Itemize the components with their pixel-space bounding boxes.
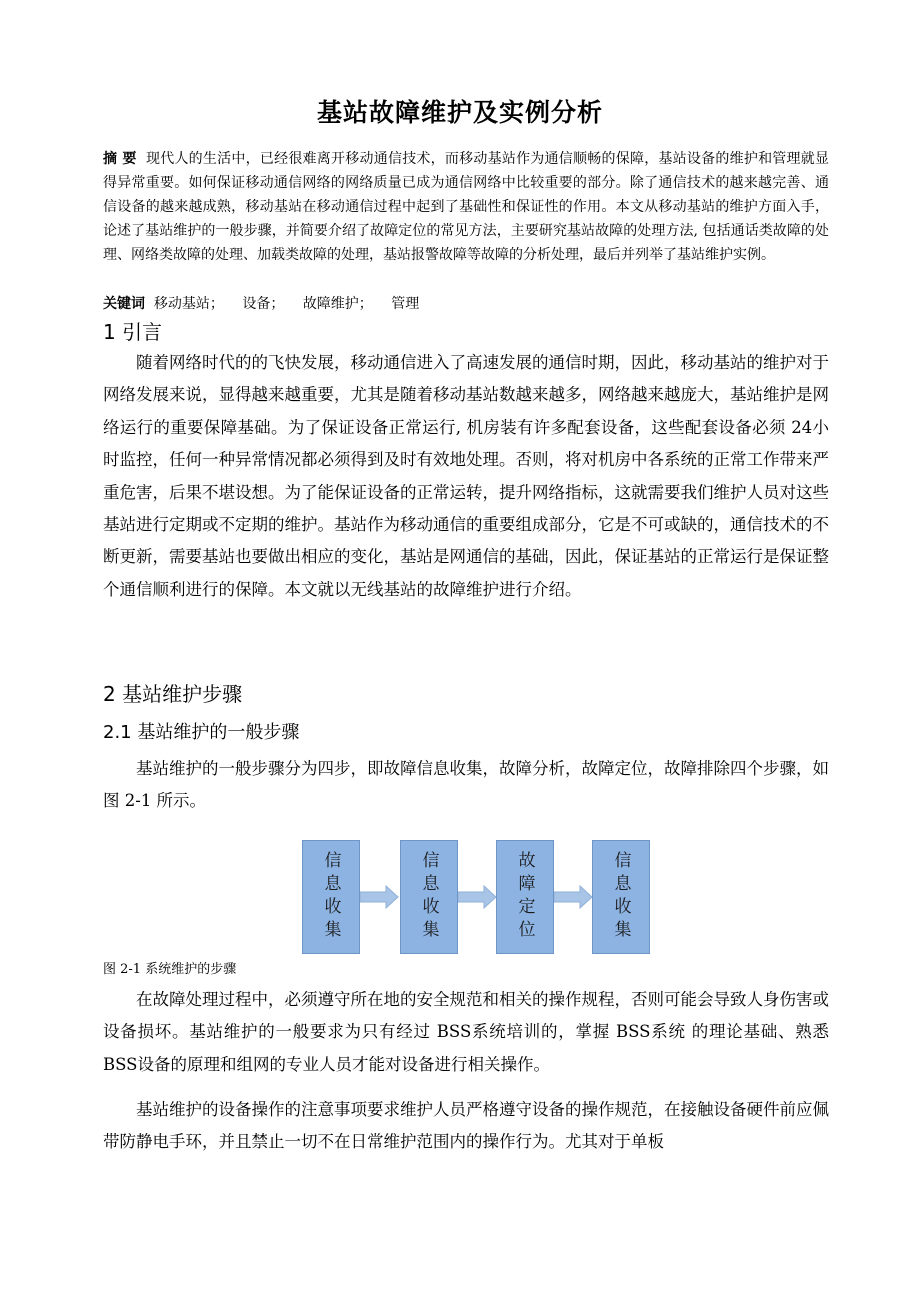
keyword-item: 管理 xyxy=(391,296,420,312)
section-2-1-paragraph-2: 在故障处理过程中，必须遵守所在地的安全规范和相关的操作规程，否则可能会导致人身伤害或设备损坏。基站维护的一般要求为只有经过 BSS系统培训的，掌握 BSS系统 的理论基础、熟悉 BSS设备的原理和组网的专业人员才能对设备进行相关操作。 xyxy=(103,990,829,1074)
flow-box-3 xyxy=(496,840,554,954)
section-2-1-intro: 基站维护的一般步骤分为四步，即故障信息收集，故障分析，故障定位，故障排除四个步骤，如图 2-1 所示。 xyxy=(103,759,829,811)
section-1-paragraph: 随着网络时代的的飞快发展，移动通信进入了高速发展的通信时期，因此，移动基站的维护对于网络发展来说，显得越来越重要，尤其是随着移动基站数越来越多，网络越来越庞大，基站维护是网络运行的重要保障基础。为了保证设备正常运行, 机房装有许多配套设备，这些配套设备必须 24小时监控，任何一种异常情况都必须得到及时有效地处理。否则，将对机房中各系统的正常工作带来严重危害，后果不堪设想。为了能保证设备的正常运转，提升网络指标，这就需要我们维护人员对这些基站进行定期或不定期的维护。基站作为移动通信的重要组成部分，它是不可或缺的，通信技术的不断更新，需要基站也要做出相应的变化，基站是网通信的基础，因此，保证基站的正常运行是保证整个通信顺利进行的保障。本文就以无线基站的故障维护进行介绍。 xyxy=(103,353,829,599)
abstract-label: 摘 要 xyxy=(103,151,137,167)
arrow-right-icon xyxy=(458,885,498,909)
flow-box-label: 故障定位 xyxy=(514,851,535,943)
keyword-item: 故障维护； xyxy=(302,296,373,312)
keyword-item: 移动基站； xyxy=(153,296,224,312)
figure-2-1-flowchart xyxy=(302,840,640,954)
flow-box-label: 信息收集 xyxy=(418,851,439,943)
figure-caption: 图 2-1 系统维护的步骤 xyxy=(103,962,237,977)
flow-box-1 xyxy=(302,840,360,954)
abstract xyxy=(103,147,829,267)
flow-box-4 xyxy=(592,840,650,954)
document-title: 基站故障维护及实例分析 xyxy=(316,98,603,127)
abstract-text: 现代人的生活中，已经很难离开移动通信技术，而移动基站作为通信顺畅的保障，基站设备的维护和管理就显得异常重要。如何保证移动通信网络的网络质量已成为通信网络中比较重要的部分。除了通信技术的越来越完善、通信设备的越来越成熟，移动基站在移动通信过程中起到了基础性和保证性的作用。本文从移动基站的维护方面入手，论述了基站维护的一般步骤，并简要介绍了故障定位的常见方法，主要研究基站故障的处理方法, 包括通话类故障的处理、网络类故障的处理、加载类故障的处理，基站报警故障等故障的分析处理，最后并列举了基站维护实例。 xyxy=(103,151,830,263)
section-2-1-heading: 2.1 基站维护的一般步骤 xyxy=(103,722,300,743)
section-2-1-paragraph-3: 基站维护的设备操作的注意事项要求维护人员严格遵守设备的操作规范，在接触设备硬件前应佩带防静电手环，并且禁止一切不在日常维护范围内的操作行为。尤其对于单板 xyxy=(103,1100,829,1152)
flow-box-label: 信息收集 xyxy=(320,851,341,943)
keywords xyxy=(103,292,829,316)
keywords-label: 关键词 xyxy=(103,296,145,312)
flow-box-2 xyxy=(400,840,458,954)
arrow-right-icon xyxy=(360,885,400,909)
arrow-right-icon xyxy=(554,885,594,909)
section-2-heading: 2 基站维护步骤 xyxy=(103,682,243,706)
flow-box-label: 信息收集 xyxy=(610,851,631,943)
section-1-heading: 1 引言 xyxy=(103,320,163,344)
keyword-item: 设备； xyxy=(242,296,285,312)
